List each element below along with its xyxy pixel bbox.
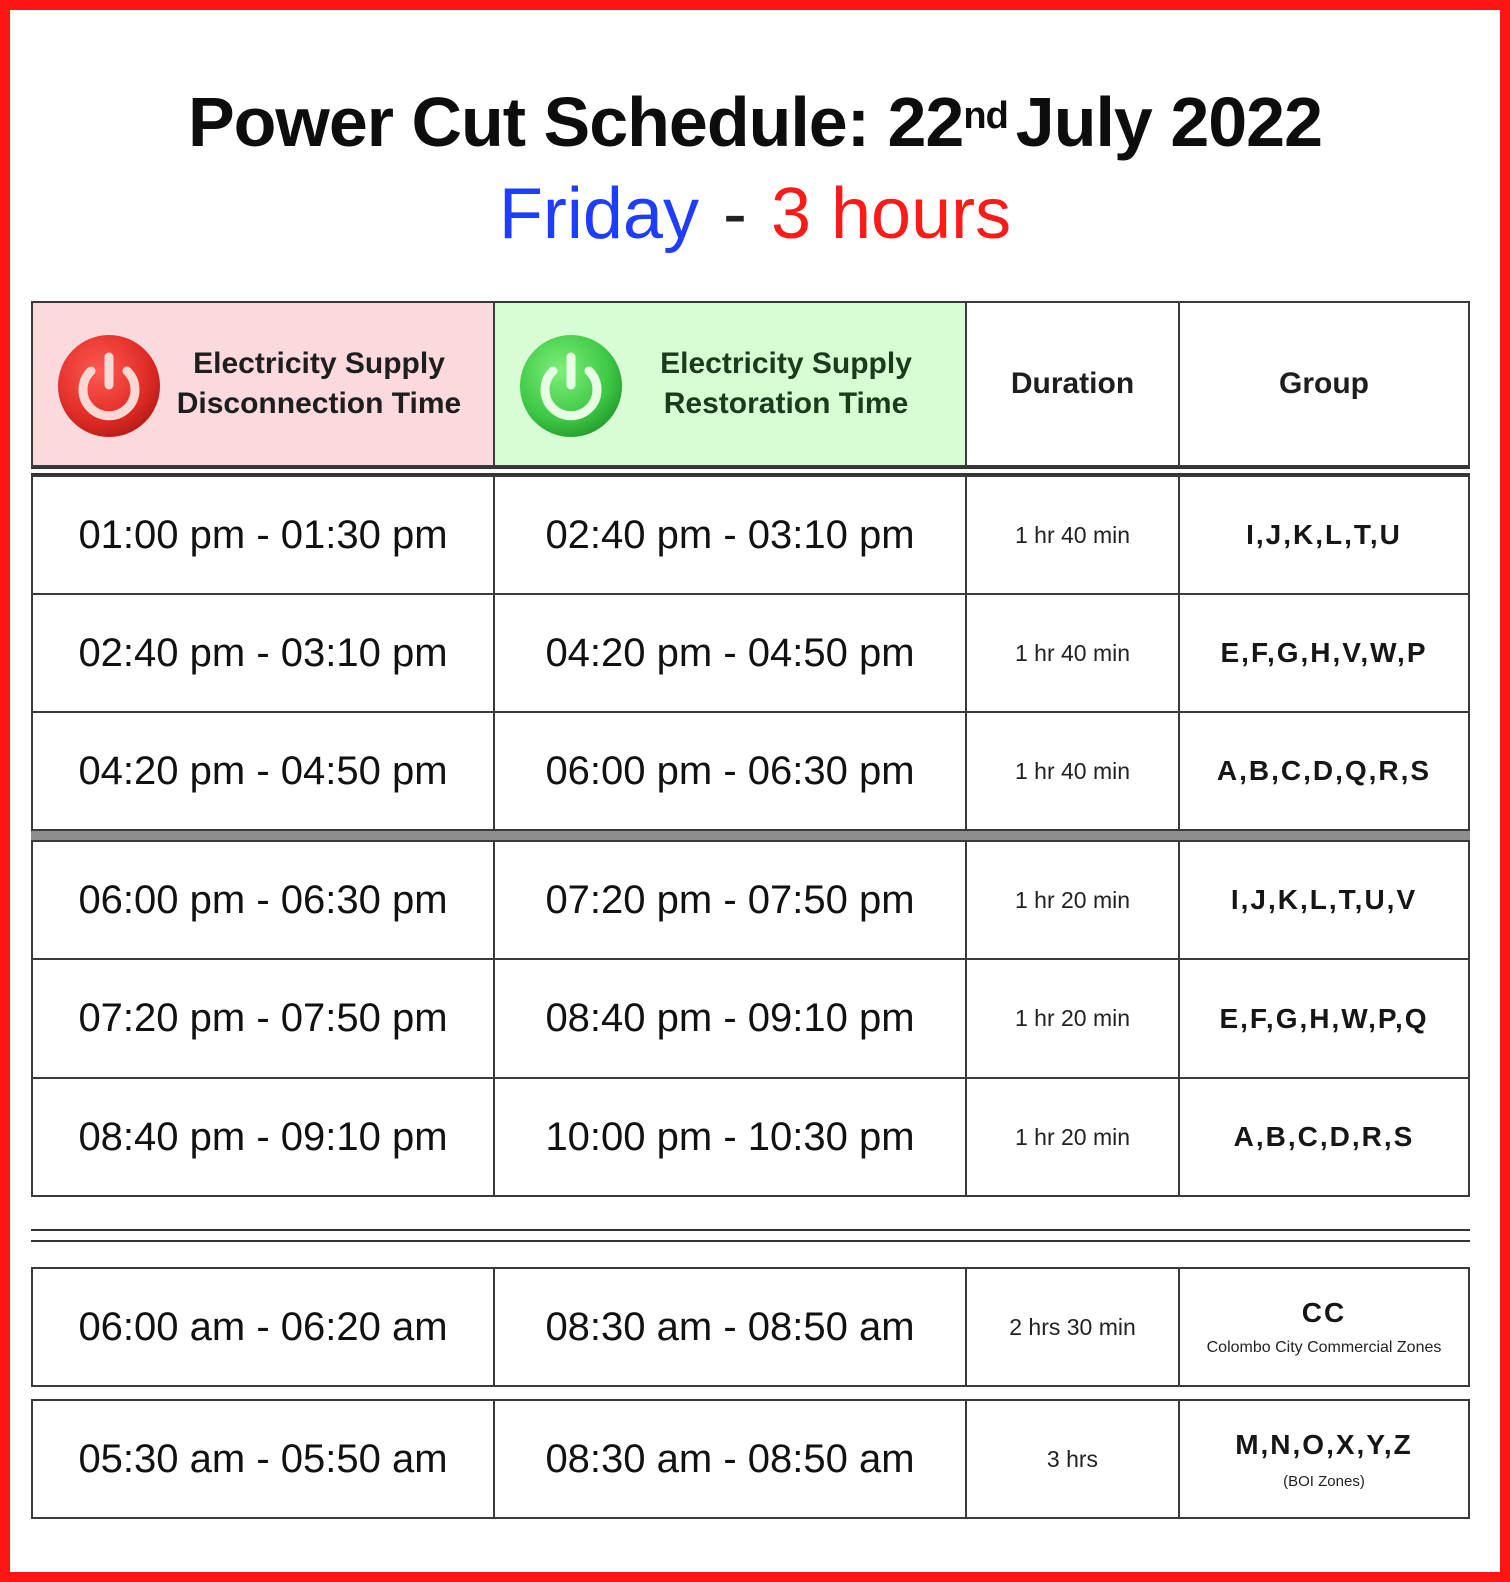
duration-value: 1 hr 40 min xyxy=(1014,639,1131,666)
power-off-icon xyxy=(56,333,162,439)
title-main-before: Power Cut Schedule: 22 xyxy=(187,83,964,161)
subtitle-dash: - xyxy=(722,174,747,254)
disconnection-time: 01:00 pm - 01:30 pm xyxy=(78,512,448,557)
disconnection-time: 04:20 pm - 04:50 pm xyxy=(78,748,448,793)
header-restoration-line2: Restoration Time xyxy=(663,387,909,420)
restoration-time: 07:20 pm - 07:50 pm xyxy=(545,877,915,922)
title-ordinal-suffix: nd xyxy=(963,95,1008,137)
group-value: E,F,G,H,V,W,P xyxy=(1220,637,1428,668)
restoration-time: 10:00 pm - 10:30 pm xyxy=(545,1114,915,1159)
header-divider xyxy=(31,467,1470,475)
page-title xyxy=(10,82,1500,162)
group-value: I,J,K,L,T,U xyxy=(1246,519,1402,550)
duration-value: 1 hr 40 min xyxy=(1014,521,1131,548)
disconnection-time: 02:40 pm - 03:10 pm xyxy=(78,630,448,675)
restoration-time: 02:40 pm - 03:10 pm xyxy=(545,512,915,557)
subtitle-day: Friday xyxy=(498,174,699,254)
subtitle-hours: 3 hours xyxy=(770,174,1012,254)
header-disconnection-line2: Disconnection Time xyxy=(176,387,462,420)
group-value: M,N,O,X,Y,Z xyxy=(1235,1428,1413,1460)
disconnection-time: 06:00 pm - 06:30 pm xyxy=(78,877,448,922)
disconnection-time: 05:30 am - 05:50 am xyxy=(78,1436,448,1481)
group-value: A,B,C,D,Q,R,S xyxy=(1216,755,1432,786)
disconnection-time: 07:20 pm - 07:50 pm xyxy=(78,996,448,1040)
power-on-icon xyxy=(518,333,624,439)
duration-value: 1 hr 20 min xyxy=(1014,1123,1131,1150)
group-value: CC xyxy=(1301,1297,1347,1328)
header-duration-label: Duration xyxy=(1010,367,1135,400)
title-main-after: July 2022 xyxy=(1015,83,1323,161)
header-disconnection-line1: Electricity Supply xyxy=(193,347,445,380)
restoration-time: 06:00 pm - 06:30 pm xyxy=(545,748,915,793)
header-restoration-line1: Electricity Supply xyxy=(660,347,912,380)
duration-value: 1 hr 20 min xyxy=(1014,886,1131,913)
group-value: I,J,K,L,T,U,V xyxy=(1230,884,1418,915)
restoration-time: 08:30 am - 08:50 am xyxy=(545,1436,915,1481)
group-value: A,B,C,D,R,S xyxy=(1233,1121,1415,1152)
separator-line xyxy=(31,1240,1470,1242)
header-duration xyxy=(965,301,1180,467)
duration-value: 3 hrs xyxy=(1046,1445,1099,1472)
group-note: Colombo City Commercial Zones xyxy=(1206,1339,1442,1356)
restoration-time: 04:20 pm - 04:50 pm xyxy=(545,630,915,675)
header-group-label: Group xyxy=(1279,367,1369,400)
block-divider xyxy=(31,831,1470,840)
group-note: (BOI Zones) xyxy=(1283,1472,1365,1490)
header-group xyxy=(1178,301,1470,467)
restoration-time: 08:40 pm - 09:10 pm xyxy=(545,996,915,1040)
disconnection-time: 06:00 am - 06:20 am xyxy=(78,1304,448,1349)
disconnection-time: 08:40 pm - 09:10 pm xyxy=(78,1114,448,1159)
duration-value: 1 hr 40 min xyxy=(1014,757,1131,784)
page-subtitle xyxy=(10,172,1500,256)
group-value: E,F,G,H,W,P,Q xyxy=(1219,1002,1429,1034)
duration-value: 1 hr 20 min xyxy=(1014,1005,1131,1031)
duration-value: 2 hrs 30 min xyxy=(1009,1313,1136,1340)
restoration-time: 08:30 am - 08:50 am xyxy=(545,1304,915,1349)
separator-line xyxy=(31,1229,1470,1231)
